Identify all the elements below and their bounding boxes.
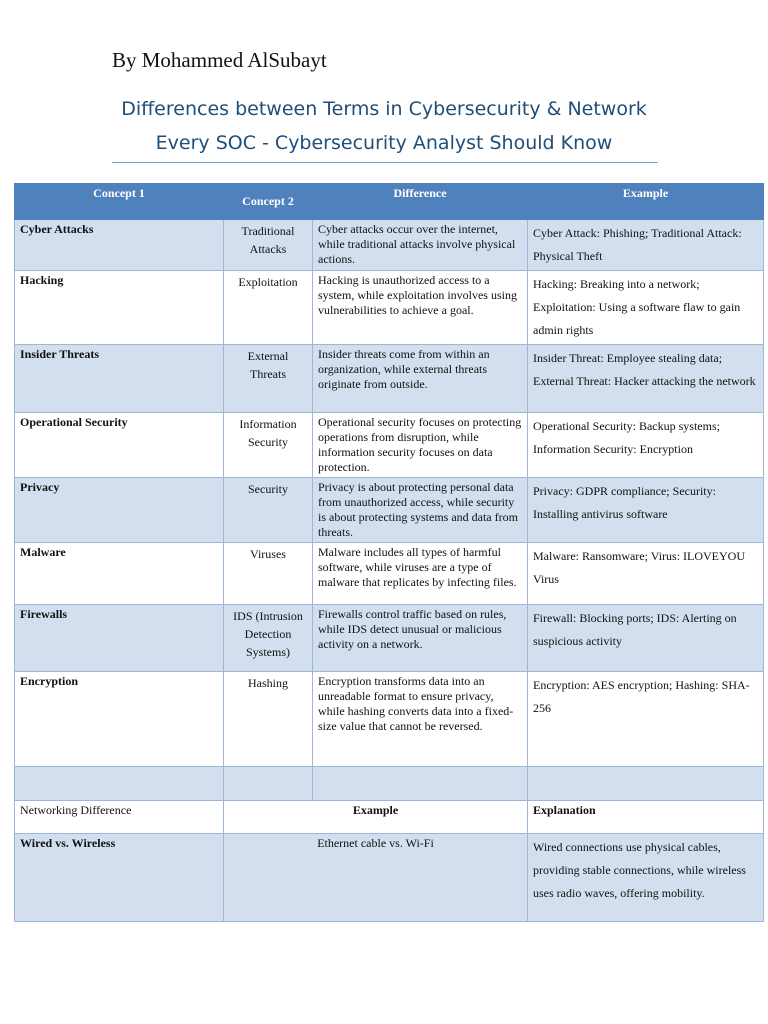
concept-1-cell: Insider Threats	[15, 345, 224, 413]
concept-1-cell: Hacking	[15, 271, 224, 345]
document-title	[0, 92, 768, 160]
example-cell: Malware: Ransomware; Virus: ILOVEYOU Virus	[528, 543, 764, 605]
header-example: Example	[528, 184, 764, 220]
author-name: By Mohammed AlSubayt	[112, 48, 327, 72]
concept-1-cell: Operational Security	[15, 413, 224, 478]
table-header-row	[15, 184, 764, 220]
empty-cell	[313, 767, 528, 801]
concept-2-cell: Security	[224, 478, 313, 543]
table-row	[15, 605, 764, 672]
difference-cell: Firewalls control traffic based on rules, while IDS detect unusual or malicious activity on a network.	[313, 605, 528, 672]
network-example-header: Example	[224, 801, 528, 834]
network-concept-cell: Wired vs. Wireless	[15, 834, 224, 922]
table-row	[15, 543, 764, 605]
example-cell: Operational Security: Backup systems; Information Security: Encryption	[528, 413, 764, 478]
concept-2-cell: Viruses	[224, 543, 313, 605]
empty-row	[15, 767, 764, 801]
concept-1-cell: Privacy	[15, 478, 224, 543]
table-row	[15, 478, 764, 543]
difference-cell: Operational security focuses on protecting operations from disruption, while information security focuses on data protection.	[313, 413, 528, 478]
difference-cell: Malware includes all types of harmful software, while viruses are a type of malware that replicates by infecting files.	[313, 543, 528, 605]
network-explanation-cell: Wired connections use physical cables, providing stable connections, while wireless uses radio waves, offering mobility.	[528, 834, 764, 922]
concept-2-cell: Exploitation	[224, 271, 313, 345]
table-row	[15, 413, 764, 478]
comparison-table	[14, 183, 764, 922]
table-row	[15, 834, 764, 922]
concept-2-cell: IDS (Intrusion Detection Systems)	[224, 605, 313, 672]
difference-cell: Privacy is about protecting personal data from unauthorized access, while security is about protecting systems and data from threats.	[313, 478, 528, 543]
network-section-label: Networking Difference	[15, 801, 224, 834]
difference-cell: Cyber attacks occur over the internet, while traditional attacks involve physical actions.	[313, 220, 528, 271]
header-concept-2: Concept 2	[224, 184, 313, 220]
network-header-row	[15, 801, 764, 834]
concept-2-cell: Traditional Attacks	[224, 220, 313, 271]
concept-1-cell: Cyber Attacks	[15, 220, 224, 271]
table-row	[15, 672, 764, 767]
empty-cell	[15, 767, 224, 801]
example-cell: Encryption: AES encryption; Hashing: SHA-256	[528, 672, 764, 767]
concept-2-cell: External Threats	[224, 345, 313, 413]
table-row	[15, 220, 764, 271]
title-line-2: Every SOC - Cybersecurity Analyst Should Know	[155, 132, 613, 154]
example-cell: Firewall: Blocking ports; IDS: Alerting on suspicious activity	[528, 605, 764, 672]
concept-2-cell: Information Security	[224, 413, 313, 478]
network-explanation-header: Explanation	[528, 801, 764, 834]
example-cell: Insider Threat: Employee stealing data; External Threat: Hacker attacking the network	[528, 345, 764, 413]
network-example-cell: Ethernet cable vs. Wi-Fi	[224, 834, 528, 922]
header-difference: Difference	[313, 184, 528, 220]
empty-cell	[528, 767, 764, 801]
concept-1-cell: Firewalls	[15, 605, 224, 672]
empty-cell	[224, 767, 313, 801]
difference-cell: Encryption transforms data into an unreadable format to ensure privacy, while hashing converts data into a fixed-size value that cannot be reversed.	[313, 672, 528, 767]
table-row	[15, 271, 764, 345]
title-divider	[112, 162, 658, 163]
concept-2-cell: Hashing	[224, 672, 313, 767]
table-row	[15, 345, 764, 413]
concept-1-cell: Malware	[15, 543, 224, 605]
difference-cell: Insider threats come from within an organization, while external threats originate from outside.	[313, 345, 528, 413]
header-concept-1: Concept 1	[15, 184, 224, 220]
example-cell: Cyber Attack: Phishing; Traditional Attack: Physical Theft	[528, 220, 764, 271]
difference-cell: Hacking is unauthorized access to a system, while exploitation involves using vulnerabilities to achieve a goal.	[313, 271, 528, 345]
example-cell: Hacking: Breaking into a network; Exploitation: Using a software flaw to gain admin rights	[528, 271, 764, 345]
title-line-1: Differences between Terms in Cybersecurity & Network	[121, 98, 647, 120]
concept-1-cell: Encryption	[15, 672, 224, 767]
example-cell: Privacy: GDPR compliance; Security: Installing antivirus software	[528, 478, 764, 543]
